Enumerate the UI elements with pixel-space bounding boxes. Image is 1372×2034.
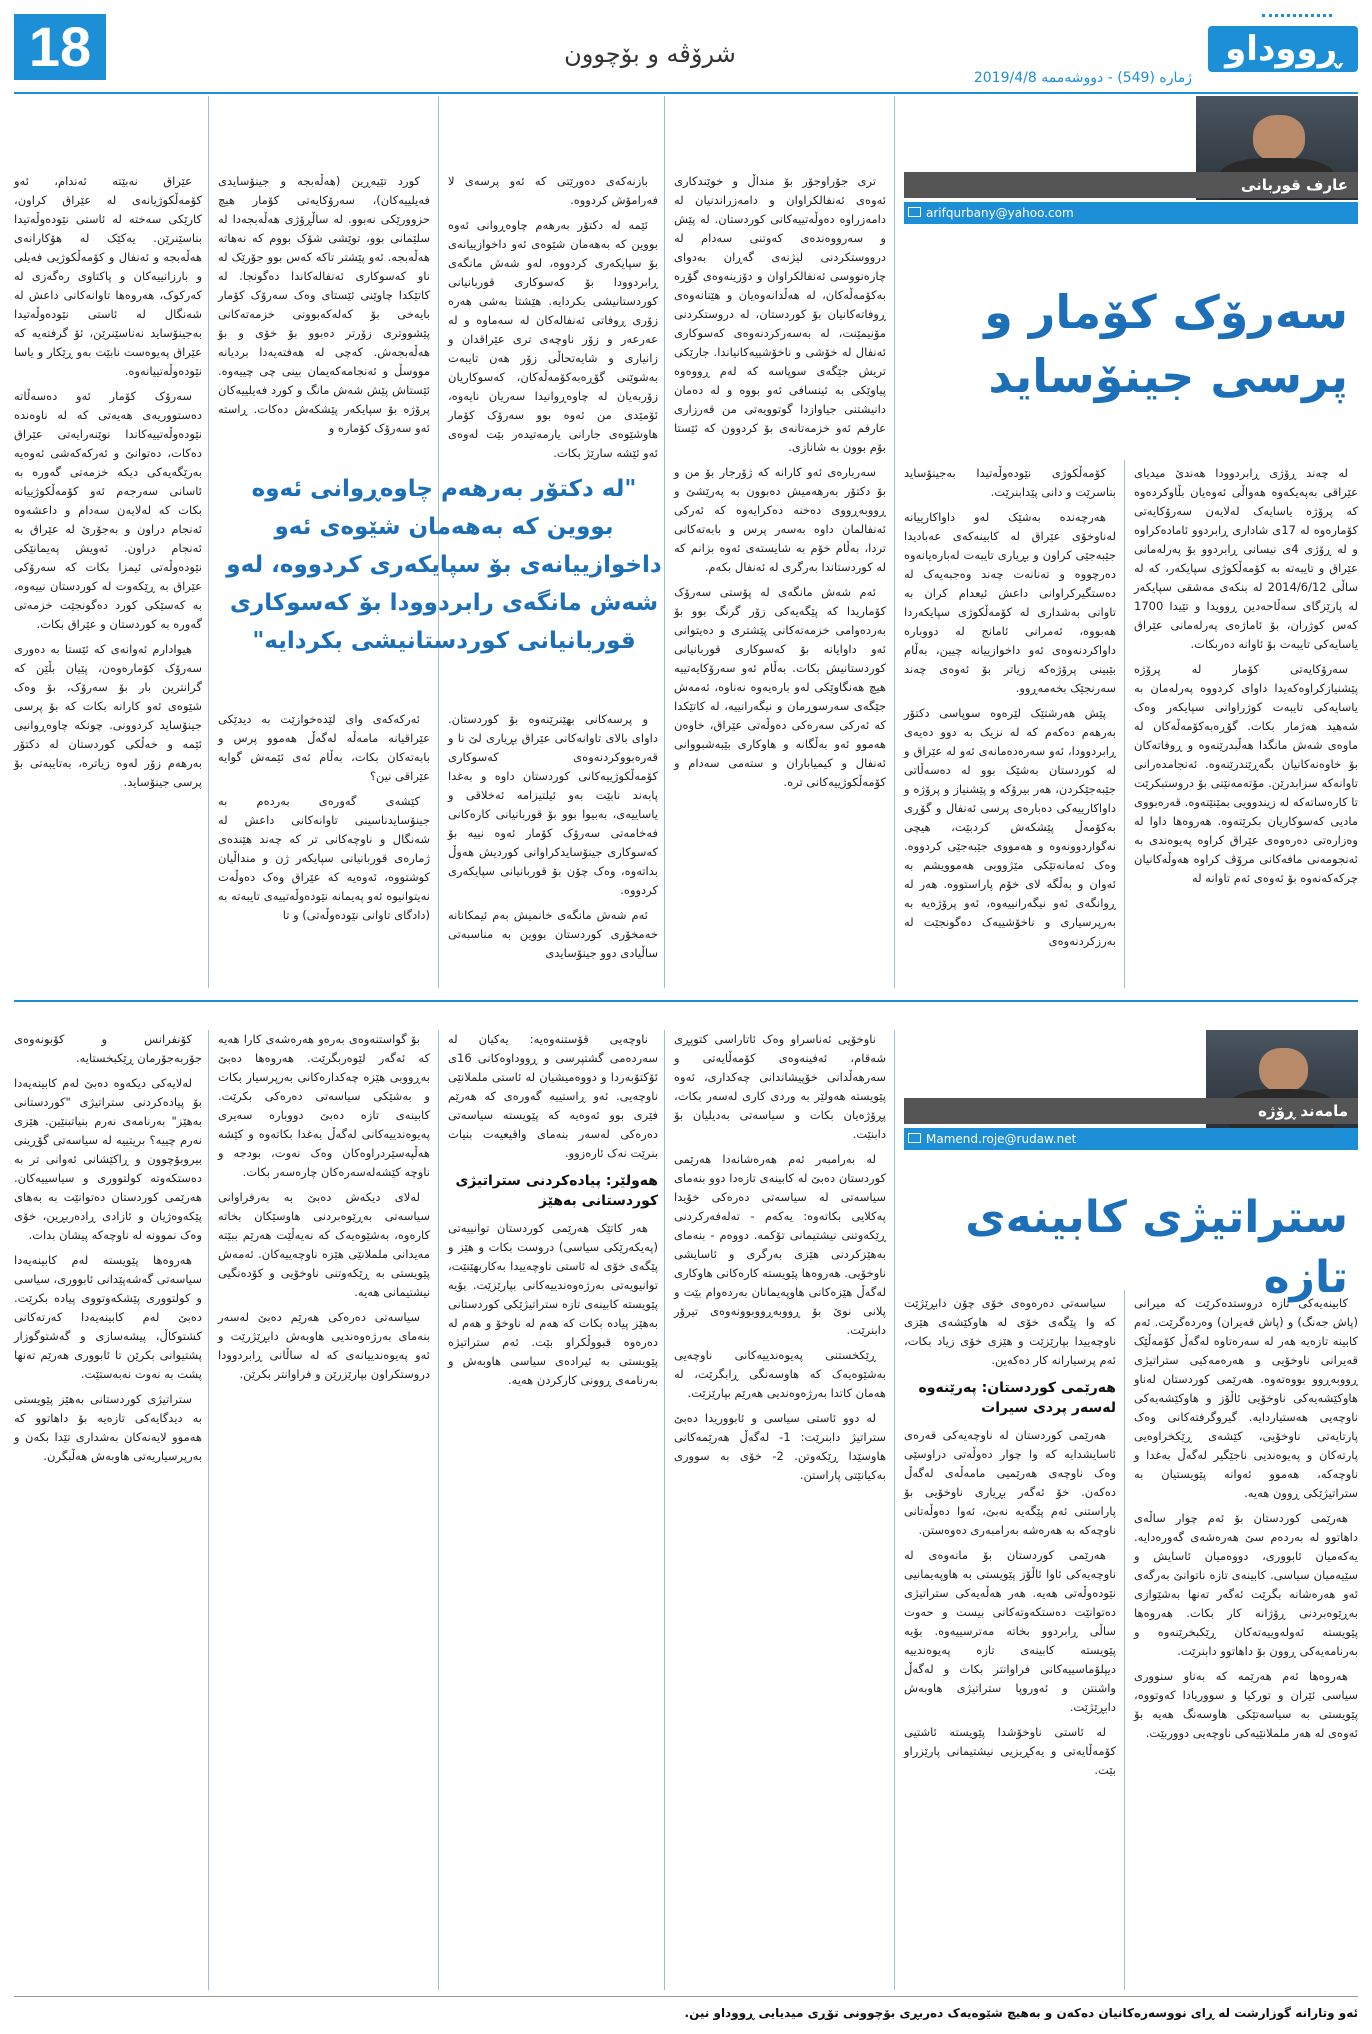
column-divider — [664, 96, 665, 988]
paragraph: هەروەها پێویستە لەم کابینەیەدا سیاسەتی گەشەپێدانی ئابووری، سیاسی و کولتووری پێشکەوتووی پیادە بکرێت. دەبێ لەم کابینەیەدا کەرتەکانی کشتوکاڵ، پیشەسازی و گەشتوگوزار پشتیوانی بکرێن تا ئابووری هەرێم تەنها پشت بە نەوت نەبەستێت. — [14, 1253, 202, 1381]
author-name: مامەند ڕۆژە — [904, 1098, 1358, 1124]
paragraph: هەروەها ئەم هەرێمە کە بەناو سنووری سیاسی ئێران و تورکیا و سووریادا کەوتووە، پێویستی بە سیاسەتێکی هاوسەنگ هەیە بۆ ئەوەی لە هەر ململانێیەکی ناوچەیی دووربێت. — [1134, 1669, 1358, 1740]
paragraph: هەرێمی کوردستان لە ناوچەیەکی قەرەی ئاسایشدایە کە وا چوار دەوڵەتی دراوسێی وەک ناوچەی هەرێمیی مامەڵەی لەگەڵ دەکەن. خۆ ئەگەر بڕیاری ناوخۆیی بۆ پاراستنی ئەم پێگەیە نەبێ، ئەوا دەوڵەتانی ناوچەکە بە هەرەشە بەرامبەری دەوەستن. — [904, 1428, 1116, 1537]
paragraph: ئێمە لە دکتۆر بەرهەم چاوەڕوانی ئەوە بووین کە بەهەمان شێوەی ئەو داخوازییانەی بۆ سپایکەری کردووە، لەو شەش مانگەی ڕابردوودا بۆ کەسوکاری قوربانیانی کوردستانیشی بکردایە. هێشتا بەشی هەرە زۆری ڕوفاتی ئەنفالەکان لە سەماوە و لە عەرعەر و زۆر ناوچەی تری عێراقدان و زانیاری و شایەتحاڵی زۆر هەن تایبەت بەشوێنی گۆڕەبەکۆمەڵەکان، کەسوکاریان زۆربەیان لە چاوەڕوانیدا سەریان نایەوە، ئۆمێدی من ئەوە بوو سەرۆک کۆمار هاوشێوەی جارانی یارمەتیدەر بێت لەوەی ئەو ئێشە سارێژ بکات. — [448, 218, 658, 460]
article1-column-3 — [674, 172, 886, 984]
article1-column-1 — [1134, 464, 1358, 984]
paragraph: لە بەرامبەر ئەم هەرەشانەدا هەرێمی کوردستان دەبێ لە کابینەی تازەدا دوو بنەمای سیاسەتی لە سیاسەتی دەرەکی خۆیدا پەکلایی بکاتەوە: یەکەم - تەلەفەرکردنی ڕێکەوتنی نیشتیمانی تۆکمە. دووەم - بنەمای بەهێزکردنی هێزی بەرگری و ئاسایشی ناوخۆیی. هەروەها پێویستە کارەکانی هاوکاری لەگەڵ هێزەکانی هاوپەیمانان بەردەوام بێت و پلانی نوێ بۆ ڕووبەڕووبوونەوەی تیرۆر دابنرێت. — [674, 1152, 886, 1337]
paragraph: هەر کاتێک هەرێمی کوردستان توانییەتی (پەیکەرێکی سیاسی) دروست بکات و هێز و پێگەی خۆی لە ئاستی ناوچەییدا بەکاربهێنێت، توانیویەتی بەرژەوەندییەکانی بپارێزێت. بۆیە پێویستە کابینەی تازە ستراتیژێکی کوردستانی بەهێز پیادە بکات کە هەم لە ناوخۆ و هەم لە دەرەوە قبووڵکراو بێت. ئەم ستراتیژە پێویستی بە ئیرادەی سیاسی هاوبەش و بەرنامەی ڕوونی کارکردن هەیە. — [448, 1221, 658, 1387]
paragraph: سەرۆکایەتی کۆمار لە پرۆژە پێشنیازکراوەکەیدا داوای کردووە پەرلەمان بە یاسایەکی تایبەت کوژراوانی سپایکەر وەک شەهید هەژمار بکات. گۆڕەبەکۆمەڵەکان لە ماوەی شەش مانگدا هەڵبدرێنەوە و ڕوفاتەکان بۆ خاوەنەکانیان بگەڕێندرێنەوە. ئەنجامدەرانی تاوانەکە سزابدرێن. مۆتەمەنێتی بۆ دروستبکرێت تا کارەساتەکە لە زیندوویی بمێنێتەوە. قەرەبووی مادیی کەسوکاریان بکرێتەوە. هەروەها داوا لە وەزارەتی دەرەوەی عێراق کراوە پەیوەندی بە ئەنجومەنی مافەکانی مرۆڤ کراوە هەوڵەکانیان چرکەکەنەوە بۆ ئەوەی ئەم تاوانە لە — [1134, 662, 1358, 885]
article1-column-5b — [218, 710, 430, 984]
article2-column-3 — [674, 1030, 886, 1986]
paragraph: لەلای دیکەش دەبێ بە بەرفراوانی سیاسەتی بەڕێوەبردنی هاوسێکان بخاتە کارەوە، بەشێوەیەک کە نەیەڵێت هەرێم ببێتە مەیدانی ململانێی هێزە ناوچەییەکان. ئەمەش پێویستی بە ڕێکەوتنی ناوخۆیی و کۆدەنگیی نیشتیمانی هەیە. — [218, 1190, 430, 1299]
paragraph: و پرسەکانی بهێنرێنەوە بۆ کوردستان. داوای بالای تاوانەکانی عێراق بڕیاری لێ نا و قەرەبووکردنەوەی کەسوکاری کۆمەڵکوژییەکانی کوردستان داوە و بەغدا پابەند نابێت بەو ئیلتیزامە ئەخلاقی و یاساییەی، بەبیوا بوو بۆ قوربانیانی کارەکانی فەخامەتی سەرۆک کۆمار ئەوە نییە بۆ کەسوکاری جینۆسایدکراوانی کوردیش هەوڵ بداتەوە، وەک چۆن بۆ قوربانیانی سپایکەری کردووە. — [448, 712, 658, 897]
article2-column-5 — [218, 1030, 430, 1986]
paragraph: ئەم شەش مانگەی خانمیش بەم ئیمکانانە خەمخۆری کوردستان بووین بە مناسبەتی ساڵیادی دوو جینۆسایدی — [448, 908, 658, 960]
paragraph: هیوادارم ئەوانەی کە ئێستا بە دەوری سەرۆک کۆمارەوەن، پێیان بڵێن کە گرانترین بار بۆ سەرۆک، بۆ وەک شێوەی ئەو کارانە بکات کە بۆ پرسی جینۆساید کردوونی. چونکە چاوەڕوانیی ئێمە و خەڵکی کوردستان لە دکتۆر بەرهەم زۆر لەوە زیاترە، بەتایبەتی بۆ پرسی جینۆساید. — [14, 642, 202, 789]
paragraph: پێش هەرشتێک لێرەوە سوپاسی دکتۆر بەرهەم دەکەم کە لە نزیک بە دوو دەیەی ڕابردوودا، ئەو سەرەدەمانەی ئەو لە عێراق و لە کوردستان بەشێک بوو لە دەسەڵاتی جێبەجێکردن، هەر بیرۆکە و پێشنیاز و پرۆژە و داواکارییەکی دەبارەی پرسی ئەنفال و گۆڕی بەکۆمەڵ پێشکەش کردبێت، هیچی نەگواردوونەوە و هەمووی جێبەجێی کردووە. وەک ئەمانەتێکی مێژوویی هەموویشم بە ئەوان و بەڵگە لای خۆم پاراستووە. هەر لە ڕوانگەی ئەو نیگەرانییەوە، ئەو پرۆژەیە بە بەرپرسیاری و ناخۆشییەک دەگونجێت لە بەرزکردنەوەی — [904, 706, 1116, 948]
author-email-text: arifqurbany@yahoo.com — [926, 206, 1074, 220]
pull-quote: "لە دکتۆر بەرهەم چاوەڕوانی ئەوە بووین کە بەهەمان شێوەی ئەو داخوازییانەی بۆ سپایکەری کردووە، لەو شەش مانگەی رابردوودا بۆ کەسوکاری قوربانیانی کوردستانیشی بکردایە" — [226, 476, 662, 654]
paragraph: عێراق نەبێتە ئەندام، ئەو کۆمەڵکوژیانەی لە عێراق کراون، کارێکی سەختە لە ئاستی نێودەوڵەتیدا بناسێنرێن. یەکێک لە هۆکارانەی هەڵەبجە و ئەنفال و کۆمەڵکوژیی فەیلی و بارزانییەکان و پاکتاوی رەگەزی لە کەرکوک، هەروەها تاوانەکانی داعش لە شەنگال لە ئاستی نێودەوڵەتیدا بەجینۆساید نەناسێنرێن، ئۆ گرفتەیە کە عێراق پەیوەست نابێت بەو ڕێکار و یاسا نێودەوڵەتییانەوە. — [14, 174, 202, 378]
footer-disclaimer: ئەو وتارانە گوزارشت لە ڕای نووسەرەکانیان دەکەن و بەهیچ شێوەیەک دەربڕی بۆچوونی تۆڕی میدیایی ڕووداو نین. — [684, 2006, 1358, 2020]
paragraph: کێشەی گەورەی بەردەم بە جینۆسایدناسینی تاوانەکانی داعش لە شەنگال و ناوچەکانی تر کە چەند هێندەی ژمارەی قوربانیانی سپایکەر ژن و منداڵیان کوشتووە، ئەوەیە کە عێراق وەک دەوڵەت نەیتوانیوە ئەو پەیمانە نێودەوڵەتییەی تایبەتە بە (دادگای تاوانی نێودەوڵەتی) و تا — [218, 794, 430, 922]
paragraph: لە چەند ڕۆژی ڕابردوودا هەندێ میدیای عێراقی بەپەیکەوە هەواڵی ئەوەیان بڵاوکردەوە کە پرۆژە یاسایەک لەلایەن سەرۆکایەتی کۆمارەوە لە 17ی شاداری ڕابردوو ئامادەکراوە و لە ڕۆژی 4ی نیسانی ڕابردوو بۆ پەرلەمانی عێراق و تایبەتە بە کۆمەڵکوژی سپایکەر، کە لە ساڵی 2014/6/12 لە بنکەی مەشقی سپایکەر لە پارێزگای سەڵاحەدین ڕوویدا و تێیدا 1700 کەس کوژران، بۆ ئاماژەی پەرلەمانی عێراق یاسایەکی تایبەت بۆ ئاوانە دەربکات. — [1134, 466, 1358, 651]
email-icon — [908, 207, 921, 217]
paragraph: هەرێمی کوردستان بۆ ئەم چوار ساڵەی داهاتوو لە بەردەم سێ هەرەشەی گەورەدایە. یەکەمیان ئابووری، دووەمیان ئاسایش و سێیەمیان سیاسی. کابینەی تازە ناتوانێ بەرگەی ئەو هەرەشانە بگرێت ئەگەر تەنها بەشێوازی بەڕێوەبردنی ڕۆژانە کار بکات. هەروەها پێویستە ئەولەوییەتەکان ڕێکبخرێنەوە و بەرنامەیەکی ڕوون بۆ داهاتوو دابنرێت. — [1134, 1511, 1358, 1658]
paragraph: ڕێکخستنی پەیوەندییەکانی ناوچەیی بەشێوەیەک کە هاوسەنگی ڕابگرێت، لە هەمان کاتدا بەرژەوەندیی هەرێم بپارێزێت. — [674, 1348, 886, 1400]
paragraph: ناوخۆیی ئەناسراو وەک ئاتاراسی کتوپڕی شەقام، ئەفینەوەی کۆمەڵایەتی و سەرهەڵدانی خۆپیشاندانی چەکداری، ئەوە پێویستە هەولێر بە وردی کاری لەسەر بکات، پڕۆژەیان بکات و سیاسەتی بەدیلیان بۆ دابنێت. — [674, 1032, 886, 1141]
paragraph: بازنەکەی دەورێتی کە ئەو پرسەی لا فەرامۆش کردووە. — [448, 174, 658, 207]
article-headline: ستراتیژی کابینەی تازە — [965, 1192, 1348, 1303]
paragraph: هەرێمی کوردستان بۆ مانەوەی لە ناوچەیەکی ئاوا ئاڵۆز پێویستی بە هاوپەیمانیی نێودەوڵەتی هەیە. هەر هەڵەیەکی ستراتیژی دەتوانێت دەستکەوتەکانی بیست و حەوت ساڵی ڕابردوو بخاتە مەترسییەوە. بۆیە پێویستە کابینەی تازە پەیوەندییە دیپلۆماسییەکانی فراوانتر بکات و لەگەڵ واشنتن و ئەوروپا ستراتیژی هاوبەش دابڕێژێت. — [904, 1548, 1116, 1714]
subheading: هەرێمی کوردستان: پەرێنەوە لەسەر پردی سیرات — [918, 1380, 1116, 1416]
column-divider — [208, 96, 209, 988]
paragraph: سیاسەتی دەرەوەی خۆی چۆن دابڕێژێت کە وا پێگەی خۆی لە هاوکێشەی هێزی ناوچەییدا بپارێزێت و هێزی خۆی زیاد بکات، ئەم پرسیارانە کار دەکەین. — [904, 1296, 1116, 1367]
column-divider — [1124, 460, 1125, 988]
article1-column-2 — [904, 464, 1116, 984]
paragraph: لە دوو ئاستی سیاسی و ئابووریدا دەبێ ستراتیژ دابنرێت: 1- لەگەڵ هەرێمەکانی هاوسێدا ڕێکەوتن. 2- خۆی بە سووری بەکیانێتی پاراستن. — [674, 1411, 887, 1482]
paragraph: کابینەیەکی تازە دروستدەکرێت کە میرانی (پاش جەنگ) و (پاش قەیران) وەردەگرێت. ئەم کابینە تازەیە هەر لە سەرەتاوە لەگەڵ کۆمەڵێک قەیرانی ناوخۆیی و هەرەمەکیی ستراتیژی ڕووبەڕوو بووەتەوە. هەرێمی کوردستان لەناو هاوکێشەیەکی ناوخۆیی ئاڵۆز و هاوکێشەیەکی ناوچەیی هەستیاردایە. گیروگرفتەکانی وەک پارتایەتی ناوخۆیی، کێشەی ڕێکخراوەیی پارتەکان و پەیوەندیی ناجێگیر لەگەڵ بەغدا و ناوچەکە، هەموو ئەوانە پێویستیان بە ستراتیژێکی ڕوون هەیە. — [1134, 1296, 1358, 1500]
section-title: شرۆڤە و بۆچوون — [564, 40, 736, 68]
article2-column-6 — [14, 1030, 202, 1986]
paragraph: ئەم شەش مانگەی لە پۆستی سەرۆک کۆماریدا کە پێگەیەکی زۆر گرنگ بوو بۆ بەردەوامی خزمەتەکانی پێشتری و دەیتوانی ئەو داوایانە بۆ کەسوکاری قوربانیانی کوردستانیش بکات. بەڵام ئەو سەرۆکایەتییە هیچ هەنگاوێکی لەو بارەیەوە نەناوە، ئەمەش جێگەی سەرسوڕمان و نیگەرانییە، لە کاتێکدا کە ئەرکی سەرەکی دەوڵەتی عێراق، خاوەن هەموو ئەو بەڵگانە و هاوکاری بێبەشبووانی ئەنفال و کیمیاباران و ستەمی سەدام و کۆمەڵکوژییەکانی ترە. — [674, 585, 886, 789]
footer-divider — [14, 1996, 1358, 1997]
column-divider — [894, 1030, 895, 1990]
paragraph: لە ئاستی ناوخۆشدا پێویستە ئاشتیی کۆمەڵایەتی و یەکڕیزیی نیشتیمانی پارێزراو بێت. — [904, 1725, 1116, 1777]
article-separator — [14, 1000, 1358, 1002]
author-face — [1253, 115, 1305, 162]
article2-column-1 — [1134, 1294, 1358, 1986]
paragraph: بۆ گواستنەوەی بەرەو هەرەشەی کارا هەیە کە ئەگەر لێوەربگرێت. هەروەها دەبێ بەڕووبی هێزە چەکدارەکانی بەرپرسیار بکات و بەشێکی سیاسەتی دەرەکی بکرێت. کابینەی تازە دەبێ دووبارە سەیری پەیوەندییەکانی لەگەڵ بەغدا بکاتەوە و کێشە هەڵپەسێردراوەکان وەک نەوت، بودجە و ناوچە کێشەلەسەرەکان چارەسەر بکات. — [218, 1032, 430, 1179]
rudaw-logo: ڕووداو — [1208, 26, 1358, 72]
article1-column-5 — [218, 172, 430, 442]
author-email-text: Mamend.roje@rudaw.net — [926, 1132, 1077, 1146]
paragraph: ستراتیژی کوردستانی بەهێز پێویستی بە دیدگایەکی تازەیە بۆ داهاتوو کە هەموو لایەنەکان بەشداری تێدا بکەن و بەرپرسیاریەتی هاوبەش هەڵبگرن. — [14, 1392, 202, 1463]
paragraph: ناوچەیی قۆستنەوەیە: یەکیان لە سەردەمی گشتپرسی و ڕووداوەکانی 16ی ئۆکتۆبەردا و دووەمیشیان لە ئاستی ململانێی ناوچەیی. ئەو ڕاستییە گەورەی کە هەرێم فێری بوو ئەوەیە کە پێویستە سیاسەتی دەرەکی لەسەر بنەمای واقیعیەت بنیات بنرێت نەک ئارەزوو. — [448, 1032, 658, 1160]
issue-info: ژمارە (549) - دووشەممە 2019/4/8 — [973, 70, 1192, 86]
article2-column-2 — [904, 1294, 1116, 1986]
column-divider — [438, 1030, 439, 1990]
paragraph: سەرۆک کۆمار ئەو دەسەڵاتە دەستووریەی هەیەتی کە لە ناوەندە نێودەوڵەتییەکاندا نوێنەرایەتی عێراق دەکات، دەتوانێ و ئەرکەکەشی ئەوەیە بەرێگەیەکی دیکە خزمەتی گەورە بە ئاسانی سەرجەم ئەو کۆمەڵکوژییانە بکات کە لەلایەن سەدام و داعشەوە ئەنجام دراون و بەجۆرێ لە عێراق بە ئەنجام دراون. ئەویش پەیمانێکی نێودەوڵەتی ئیمزا بکات کە سەرۆکی عێراق بە ڕێکەوت لە کوردستان نییەوە، بە کەسێکی کورد دەگونجێت خزمەتی گەورە بە کوردستان و عێراق بکات. — [14, 389, 202, 631]
paragraph: سەربارەی ئەو کارانە کە ژۆرجار بۆ من و بۆ دکتۆر بەرهەمیش دەبوون بە پەرێشێ و ڕووبەڕووی دەخنە دەکرایەوە کە ئەرکی ئەنفالمان داوە بەسەر پرس و بابەتەکانی تردا، بەڵام خۆم بە شایستەی ئەوە بزانم کە لە کوردستاندا بەرگری لە ئەنفال بکەم. — [674, 465, 886, 574]
subheading: هەولێر: پیادەکردنی ستراتیژی کوردستانی بەهێز — [455, 1173, 658, 1209]
author-face — [1259, 1048, 1308, 1092]
article1-column-4 — [448, 172, 658, 460]
paragraph: لەلایەکی دیکەوە دەبێ لەم کابینەیەدا بۆ پیادەکردنی ستراتیژی "کوردستانی بەهێز" بەرنامەی نەرم بنیاتبنێین. هێزی نەرم چییە؟ بریتییە لە سیاسەتی گۆڕینی بیروبۆچوون و ڕاکێشانی ئەوانی تر بە دەستکەوتە کولتووری و سیاسییەکان. هەرێمی کوردستان دەتوانێت بە بەهای پێکەوەژیان و ئازادی ڕادەربڕین، خۆی وەک نموونە لە ناوچەکە پیشان بدات. — [14, 1076, 202, 1242]
paragraph: سیاسەتی دەرەکی هەرێم دەبێ لەسەر بنەمای بەرژەوەندیی هاوبەش دابڕێژرێت و ئەو پەیوەندییانەی کە لە ساڵانی ڕابردوودا دروستکراون بپارێزرێن و فراوانتر بکرێن. — [218, 1310, 430, 1381]
header-divider — [14, 92, 1358, 94]
author-email — [904, 202, 1358, 224]
column-divider — [894, 96, 895, 988]
column-divider — [1124, 1290, 1125, 1990]
article2-column-4 — [448, 1030, 658, 1986]
article1-column-6 — [14, 172, 202, 984]
column-divider — [664, 1030, 665, 1990]
paragraph: ئەرکەکەی وای لێدەخوازێت بە دیدێکی عێراقیانە مامەڵە لەگەڵ هەموو پرس و بابەتەکان بکات، بەڵام ئەی ئێمەش گوایە عێراقی نین؟ — [218, 712, 430, 783]
email-icon — [908, 1133, 921, 1143]
paragraph: کۆنفرانس و کۆبونەوەی جۆربەجۆرمان ڕێکبخستایە. — [14, 1032, 202, 1065]
paragraph: تری جۆراوجۆر بۆ منداڵ و خوێندکاری ئەوەی ئەنفالکراوان و دامەزراندنیان لە دامەزراوە دەوڵەتییەکانی کوردستان. لە پێش و سەرووەندەی کەوتنی سەدام لە درووستکردنی لیژنەی گەڕان بەدوای چارەنووسی ئەنفالکراوان و دۆزینەوەی گۆڕە بەکۆمەڵەکان، لە هەڵدانەوەیان و هێنانەوەی ڕوفاتەکانیان بۆ کوردستان، لە دروستکردنی مۆنیمێنت، لە بەسەرکردنەوەی کەسوکاری ئەنفال لە خۆشی و ناخۆشییەکانیاندا. جارێکی تریش جێگەی سوپاسە کە لەم ڕووەوە پیاوێکی بە ئینسافی ئەو بووە و لە دەمان دانیشتنی جیاوازدا گوتوویەتی من قەرزاری عارفم ئەو خزمەتانەی بۆ کردوون کە ئێستا بۆم بوون بە شانازی. — [674, 174, 886, 454]
paragraph: هەرچەندە بەشێک لەو داواکارییانە لەناوخۆی عێراق لە کابینەکەی عەبادیدا جێبەجێی کراون و بڕیاری تایبەت لەبارەیانەوە دەرچووە و تەنانەت چەند وەجبەیەک لە دەستگیرکراوانی داعش ئیعدام کران بە تاوانی بەشداری لە کۆمەڵکوژی سپایکەردا هەبووە، ئەمرانی ئامانج لە دووبارە داواکردنەوەی ئەو داخوازییانە چیین، بەڵام بێبینی پرۆژەکە زیاتر بۆ ئەوەی چەند سەرنجێک بخەمەڕوو. — [904, 510, 1116, 695]
author-name: عارف قوربانی — [904, 172, 1358, 198]
paragraph: کورد تێیەڕین (هەڵەبجە و جینۆسایدی فەیلییەکان)، سەرۆکایەتی کۆمار هیچ حزوورێکی نەبوو. لە ساڵڕۆژی هەڵەبجەدا لە سلێمانی بوو، توێشی شۆک بووم کە نەهاتە هەڵەبجە. ئەو پێشتر تاکە کەس بوو جۆرێک لە ناو کەسوکاری ئەنفالەکاندا دەگونجا. لە کاتێکدا چاوێنی ئێستای وەک سەرۆک کۆمار بایەخی بۆ کەلەکەبوونی خزمەتەکانی پێشووتری زۆرتر دەبوو بۆ خۆی و بۆ هەڵەبجەش. کەچی لە هەفتەیەدا بردیانە مووسڵ و ئەنجامەکەیمان بینی چی چییەوە. ئێستاش پێش شەش مانگ و کورد فەیلییەکان پرۆژە بۆ سپایکەر پێشکەش دەکات. ڕاستە ئەو سەرۆک کۆمارە و — [218, 174, 430, 435]
page-number: 18 — [14, 14, 106, 80]
article1-column-4b — [448, 710, 658, 984]
author-email — [904, 1128, 1358, 1150]
paragraph: کۆمەڵکوژی نێودەوڵەتیدا بەجینۆساید بناسرێت و دانی پێدابنرێت. — [904, 466, 1116, 499]
column-divider — [208, 1030, 209, 1990]
article-headline: سەرۆک کۆمار و پرسی جینۆساید — [984, 285, 1348, 403]
